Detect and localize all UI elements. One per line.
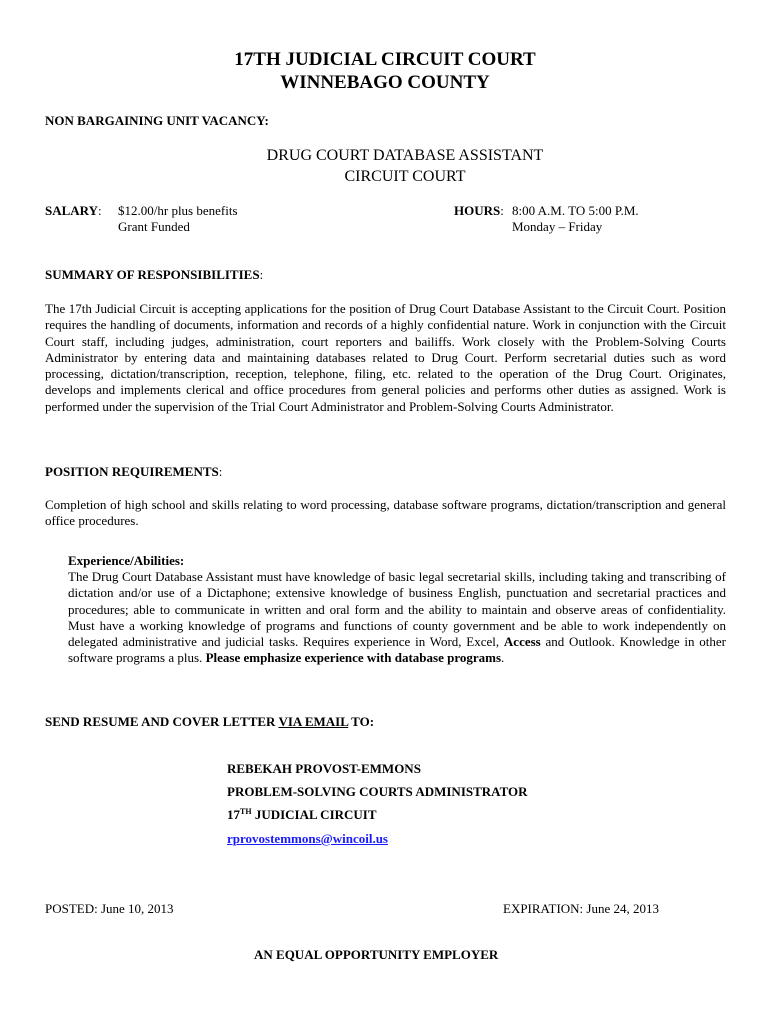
requirements-colon: : <box>218 464 223 479</box>
expiration-date: EXPIRATION: June 24, 2013 <box>503 901 659 916</box>
circuit-number: 17 <box>227 807 240 822</box>
department-title: CIRCUIT COURT <box>344 168 466 185</box>
send-prefix: SEND RESUME AND COVER LETTER <box>45 714 279 729</box>
hours-colon: : <box>500 203 504 218</box>
position-title: DRUG COURT DATABASE ASSISTANT <box>266 147 544 164</box>
send-suffix: TO: <box>348 714 375 729</box>
county-name-heading: WINNEBAGO COUNTY <box>280 72 490 93</box>
summary-heading-line <box>45 267 263 283</box>
contact-title: PROBLEM-SOLVING COURTS ADMINISTRATOR <box>227 784 528 799</box>
contact-name: REBEKAH PROVOST-EMMONS <box>227 761 421 776</box>
hours-days: Monday – Friday <box>512 219 603 234</box>
salary-label: SALARY <box>45 203 98 218</box>
posted-date: POSTED: June 10, 2013 <box>45 901 174 916</box>
requirements-paragraph: Completion of high school and skills relating to word processing, database software programs, dictation/transcription and general office procedures. <box>45 497 726 529</box>
vacancy-label: NON BARGAINING UNIT VACANCY: <box>45 113 269 128</box>
requirements-heading: POSITION REQUIREMENTS <box>45 464 219 479</box>
salary-value: $12.00/hr plus benefits <box>118 203 238 218</box>
hours-block <box>454 203 504 219</box>
summary-paragraph: The 17th Judicial Circuit is accepting applications for the position of Drug Court Database Assistant to the Circuit Court. Position requires the handling of documents, information and records of a highly confidential nature. Work in conjunction with the Circuit Court staff, including judges, administration, court reporters and bailiffs. Work closely with the Problem-Solving Courts Administrator by entering data and maintaining databases related to Drug Court. Perform secretarial duties such as word processing, dictation/transcription, reception, telephone, filing, etc. related to the operation of the Drug Court. Originates, develops and implements clerical and office procedures from general policies and performs other duties as assigned. Work is performed under the supervision of the Trial Court Administrator and Problem-Solving Courts Administrator. <box>45 301 726 414</box>
summary-heading: SUMMARY OF RESPONSIBILITIES <box>45 267 260 282</box>
requirements-heading-line <box>45 464 222 480</box>
experience-end: . <box>501 650 505 666</box>
send-via-email: VIA EMAIL <box>278 714 349 729</box>
experience-emphasis: Please emphasize experience with database programs <box>205 650 502 666</box>
send-resume-instruction <box>45 714 374 730</box>
salary-colon: : <box>98 203 102 218</box>
equal-opportunity-footer: AN EQUAL OPPORTUNITY EMPLOYER <box>254 947 499 962</box>
contact-email-link[interactable]: rprovostemmons@wincoil.us <box>227 831 388 846</box>
hours-label: HOURS <box>454 203 501 218</box>
experience-heading: Experience/Abilities: <box>68 553 185 568</box>
salary-note: Grant Funded <box>118 219 190 234</box>
experience-text-2: and Outlook. Knowledge in other software programs a plus. <box>68 634 726 666</box>
court-name-heading: 17TH JUDICIAL CIRCUIT COURT <box>234 49 536 70</box>
summary-colon: : <box>259 267 264 282</box>
contact-circuit <box>227 807 377 823</box>
hours-value: 8:00 A.M. TO 5:00 P.M. <box>512 203 639 218</box>
experience-paragraph <box>68 569 726 667</box>
circuit-superscript: TH <box>240 807 252 816</box>
salary-block <box>45 203 102 219</box>
experience-text-1: The Drug Court Database Assistant must have knowledge of basic legal secretarial skills, including taking and transcribing of dictation and/or use of a Dictaphone; extensive knowledge of business English, punctuation and secretarial practices and procedures; able to communicate in written and oral form and the ability to maintain and observe areas of confidentiality. Must have a working knowledge of programs and functions of county government and be able to work independently on delegated administrative and judicial tasks. Requires experience in Word, Excel, <box>68 569 726 650</box>
circuit-rest: JUDICIAL CIRCUIT <box>251 807 377 822</box>
experience-access: Access <box>503 634 541 650</box>
